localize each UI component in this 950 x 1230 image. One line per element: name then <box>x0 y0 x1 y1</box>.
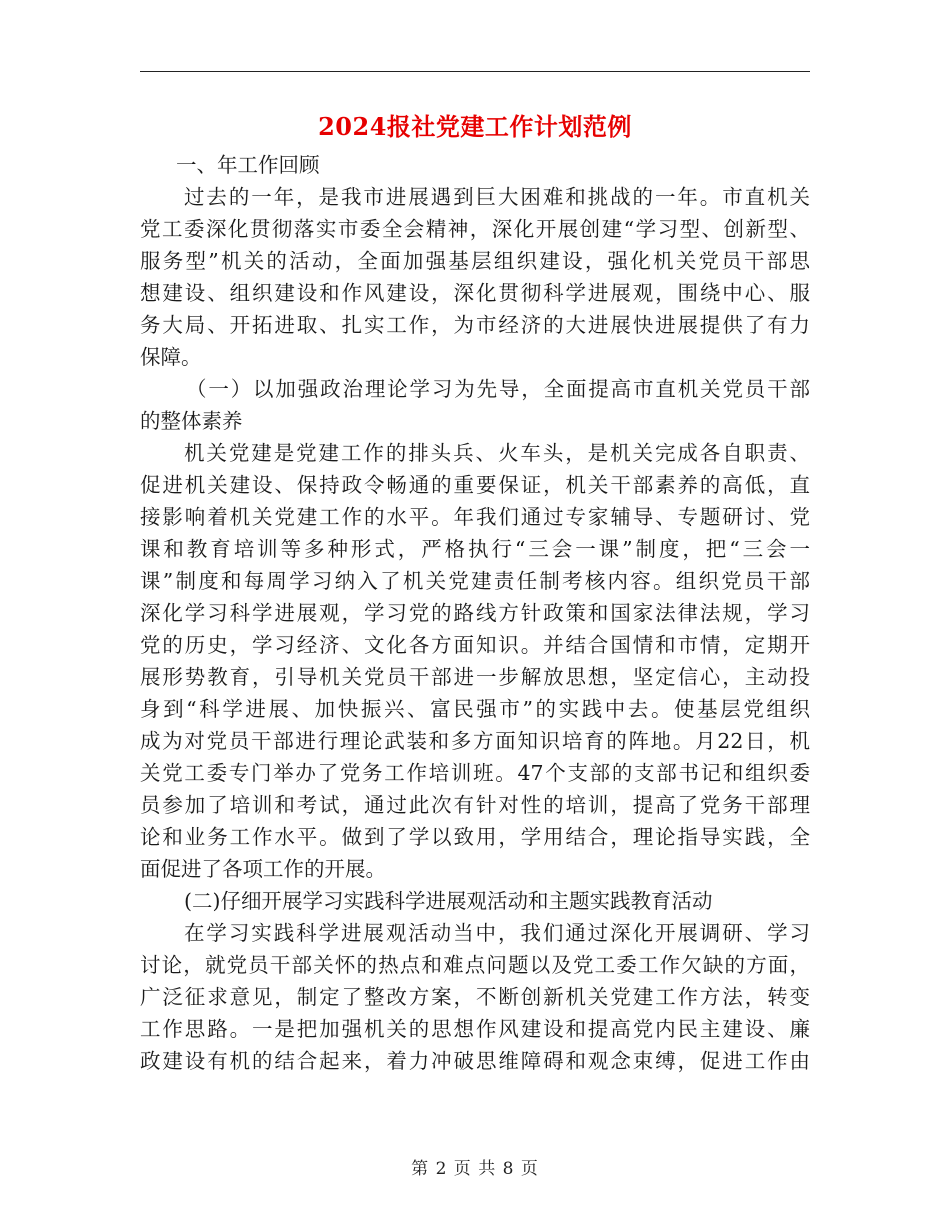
text-line: 想建设、组织建设和作风建设，深化贯彻科学进展观，围绕中心、服 <box>140 281 810 305</box>
text-line: 员参加了培训和考试，通过此次有针对性的培训，提高了党务干部理 <box>140 793 810 817</box>
heading-review <box>140 149 810 181</box>
page-footer: 第 2 页 共 8 页 <box>411 1159 539 1179</box>
text-line: 论和业务工作水平。做到了学以致用，学用结合，理论指导实践，全 <box>140 825 810 849</box>
document-title: 2024报社党建工作计划范例 <box>318 112 632 141</box>
text-line: 深化学习科学进展观，学习党的路线方针政策和国家法律法规，学习 <box>140 601 810 625</box>
text-line: 身到“科学进展、加快振兴、富民强市”的实践中去。使基层党组织 <box>140 697 810 721</box>
text-line: 在学习实践科学进展观活动当中，我们通过深化开展调研、学习 <box>184 921 810 945</box>
text-line: 促进机关建设、保持政令畅通的重要保证，机关干部素养的高低，直 <box>140 473 810 497</box>
paragraph <box>140 917 810 1077</box>
text-line: 接影响着机关党建工作的水平。年我们通过专家辅导、专题研讨、党 <box>140 505 810 529</box>
section-heading <box>140 373 810 437</box>
text-line: （一）以加强政治理论学习为先导，全面提高市直机关党员干部 <box>186 377 810 401</box>
heading-text: 一、年工作回顾 <box>176 153 320 177</box>
text-line: 党的历史，学习经济、文化各方面知识。并结合国情和市情，定期开 <box>140 633 810 657</box>
text-line: (二)仔细开展学习实践科学进展观活动和主题实践教育活动 <box>184 889 713 913</box>
text-line: 讨论，就党员干部关怀的热点和难点问题以及党工委工作欠缺的方面， <box>140 953 810 977</box>
text-line: 服务型”机关的活动，全面加强基层组织建设，强化机关党员干部思 <box>140 249 810 273</box>
text-line: 务大局、开拓进取、扎实工作，为市经济的大进展快进展提供了有力 <box>140 313 810 337</box>
text-line: 课”制度和每周学习纳入了机关党建责任制考核内容。组织党员干部 <box>140 569 810 593</box>
paragraph <box>140 437 810 885</box>
text-line: 课和教育培训等多种形式，严格执行“三会一课”制度，把“三会一 <box>140 537 810 561</box>
top-rule <box>140 71 810 72</box>
text-line: 过去的一年，是我市进展遇到巨大困难和挑战的一年。市直机关 <box>184 185 810 209</box>
text-line: 党工委深化贯彻落实市委全会精神，深化开展创建“学习型、创新型、 <box>140 217 810 241</box>
text-line: 工作思路。一是把加强机关的思想作风建设和提高党内民主建设、廉 <box>140 1017 810 1041</box>
text-line: 政建设有机的结合起来，着力冲破思维障碍和观念束缚，促进工作由 <box>140 1049 810 1073</box>
text-line: 展形势教育，引导机关党员干部进一步解放思想，坚定信心，主动投 <box>140 665 810 689</box>
text-line: 面促进了各项工作的开展。 <box>140 857 386 881</box>
text-line: 成为对党员干部进行理论武装和多方面知识培育的阵地。月22日，机 <box>140 729 810 753</box>
paragraph <box>140 181 810 373</box>
document-body <box>140 149 810 1077</box>
text-line: 广泛征求意见，制定了整改方案，不断创新机关党建工作方法，转变 <box>140 985 810 1009</box>
text-line: 机关党建是党建工作的排头兵、火车头，是机关完成各自职责、 <box>184 441 810 465</box>
section-heading <box>140 885 810 917</box>
text-line: 保障。 <box>140 345 202 369</box>
text-line: 关党工委专门举办了党务工作培训班。47个支部的支部书记和组织委 <box>140 761 810 785</box>
text-line: 的整体素养 <box>140 409 243 433</box>
